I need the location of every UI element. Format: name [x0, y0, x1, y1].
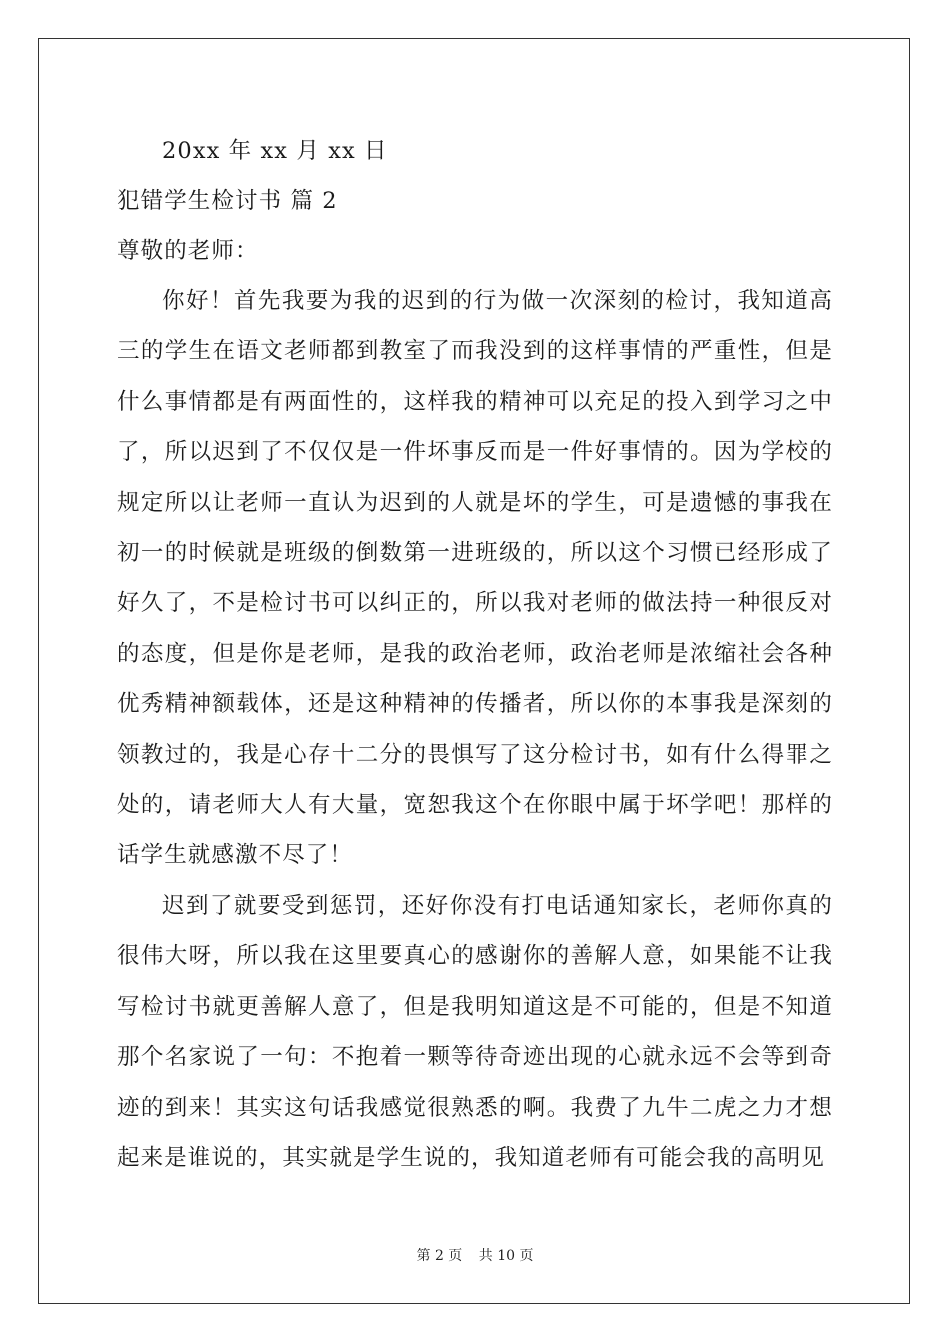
document-body [117, 126, 833, 1183]
page-number: 第 2 页 [416, 1248, 463, 1264]
document-heading: 犯错学生检讨书 篇 2 [117, 188, 338, 214]
page-footer [0, 1245, 950, 1265]
page-total: 共 10 页 [478, 1248, 534, 1264]
paragraph-1: 你好！首先我要为我的迟到的行为做一次深刻的检讨，我知道高三的学生在语文老师都到教室了而我没到的这样事情的严重性，但是什么事情都是有两面性的，这样我的精神可以充足的投入到学习之中了，所以迟到了不仅仅是一件坏事反而是一件好事情的。因为学校的规定所以让老师一直认为迟到的人就是坏的学生，可是遗憾的事我在初一的时候就是班级的倒数第一进班级的，所以这个习惯已经形成了好久了，不是检讨书可以纠正的，所以我对老师的做法持一种很反对的态度，但是你是老师，是我的政治老师，政治老师是浓缩社会各种优秀精神额载体，还是这种精神的传播者，所以你的本事我是深刻的领教过的，我是心存十二分的畏惧写了这分检讨书，如有什么得罪之处的，请老师大人有大量，宽恕我这个在你眼中属于坏学吧！那样的话学生就感激不尽了！ [117, 288, 833, 869]
paragraph-2: 迟到了就要受到惩罚，还好你没有打电话通知家长，老师你真的很伟大呀，所以我在这里要真心的感谢你的善解人意，如果能不让我写检讨书就更善解人意了，但是我明知道这是不可能的，但是不知道那个名家说了一句：不抱着一颗等待奇迹出现的心就永远不会等到奇迹的到来！其实这句话我感觉很熟悉的啊。我费了九牛二虎之力才想起来是谁说的，其实就是学生说的，我知道老师有可能会我的高明见 [117, 892, 833, 1171]
date-line: 20xx 年 xx 月 xx 日 [162, 138, 388, 164]
salutation: 尊敬的老师： [117, 238, 259, 264]
